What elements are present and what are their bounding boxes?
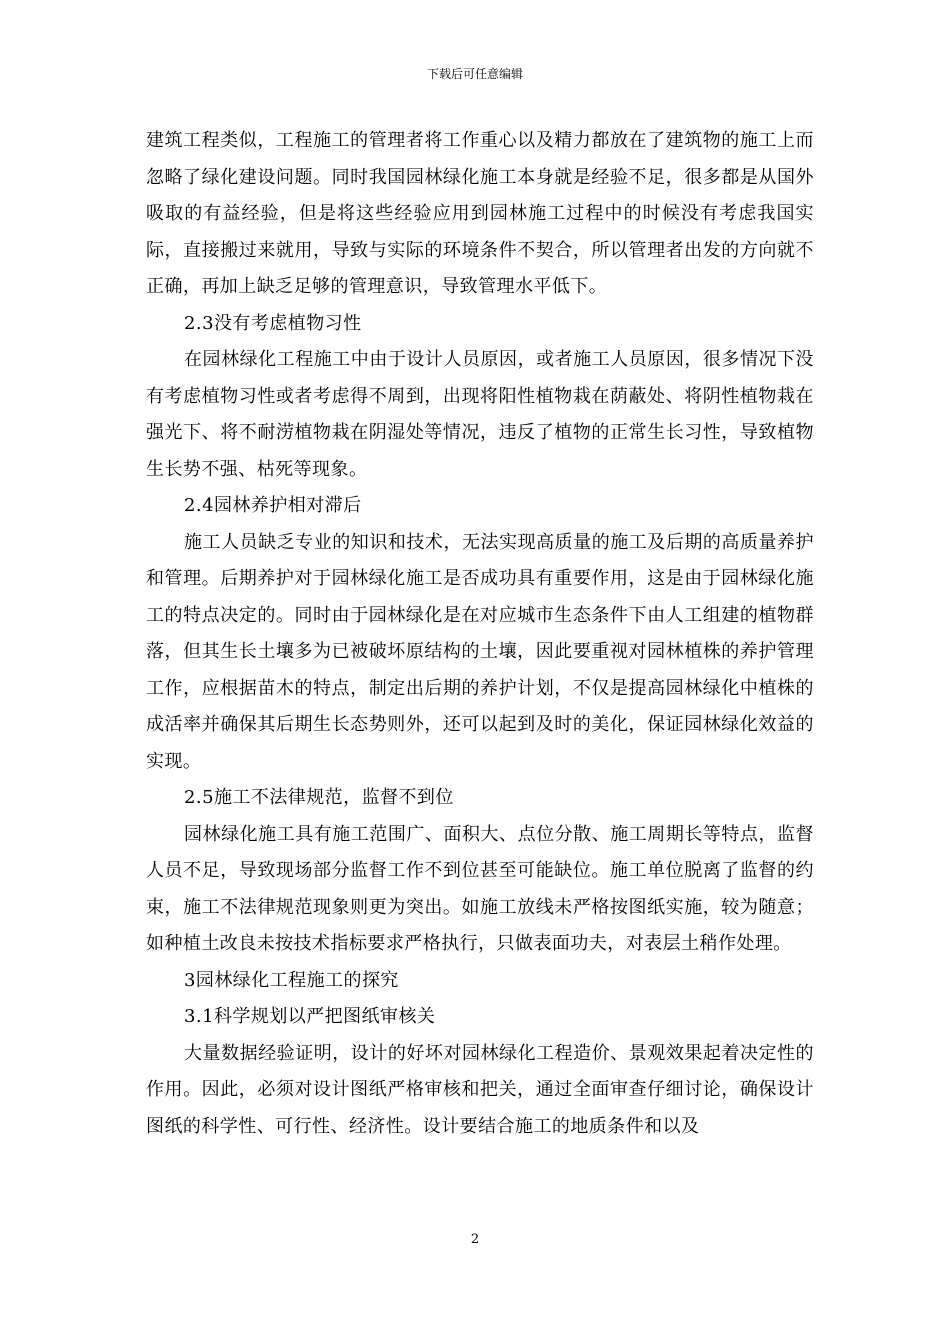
chapter-heading: 3园林绿化工程施工的探究 [184,969,399,991]
body-paragraph: 在园林绿化工程施工中由于设计人员原因，或者施工人员原因，很多情况下没有考虑植物习性或者考虑得不周到，出现将阳性植物栽在荫蔽处、将阴性植物栽在强光下、将不耐涝植物栽在阴湿处等情况，违反了植物的正常生长习性，导致植物生长势不强、枯死等现象。 [146,349,814,480]
section-heading: 2.3没有考虑植物习性 [184,312,362,334]
section-heading: 2.5施工不法律规范，监督不到位 [184,787,454,808]
section-heading: 3.1科学规划以严把图纸审核关 [184,1006,436,1027]
body-paragraph: 大量数据经验证明，设计的好坏对园林绿化工程造价、景观效果起着决定性的作用。因此，必须对设计图纸严格审核和把关，通过全面审查仔细讨论，确保设计图纸的科学性、可行性、经济性。设计要结合施工的地质条件和以及 [146,1042,814,1137]
section-heading: 2.4园林养护相对滞后 [184,495,362,516]
body-paragraph: 施工人员缺乏专业的知识和技术，无法实现高质量的施工及后期的高质量养护和管理。后期养护对于园林绿化施工是否成功具有重要作用，这是由于园林绿化施工的特点决定的。同时由于园林绿化是在对应城市生态条件下由人工组建的植物群落，但其生长土壤多为已被破坏原结构的土壤，因此要重视对园林植株的养护管理工作，应根据苗木的特点，制定出后期的养护计划，不仅是提高园林绿化中植株的成活率并确保其后期生长态势则外，还可以起到及时的美化，保证园林绿化效益的实现。 [146,531,814,772]
document-body [146,123,814,1145]
body-paragraph: 园林绿化施工具有施工范围广、面积大、点位分散、施工周期长等特点，监督人员不足，导致现场部分监督工作不到位甚至可能缺位。施工单位脱离了监督的约束，施工不法律规范现象则更为突出。如施工放线未严格按图纸实施，较为随意；如种植土改良未按技术指标要求严格执行，只做表面功夫，对表层土稍作处理。 [146,823,814,954]
page-header: 下载后可任意编辑 [426,67,523,81]
body-paragraph: 建筑工程类似，工程施工的管理者将工作重心以及精力都放在了建筑物的施工上而忽略了绿化建设问题。同时我国园林绿化施工本身就是经验不足，很多都是从国外吸取的有益经验，但是将这些经验应用到园林施工过程中的时候没有考虑我国实际，直接搬过来就用，导致与实际的环境条件不契合，所以管理者出发的方向就不正确，再加上缺乏足够的管理意识，导致管理水平低下。 [146,130,814,297]
page-number: 2 [470,1232,480,1247]
